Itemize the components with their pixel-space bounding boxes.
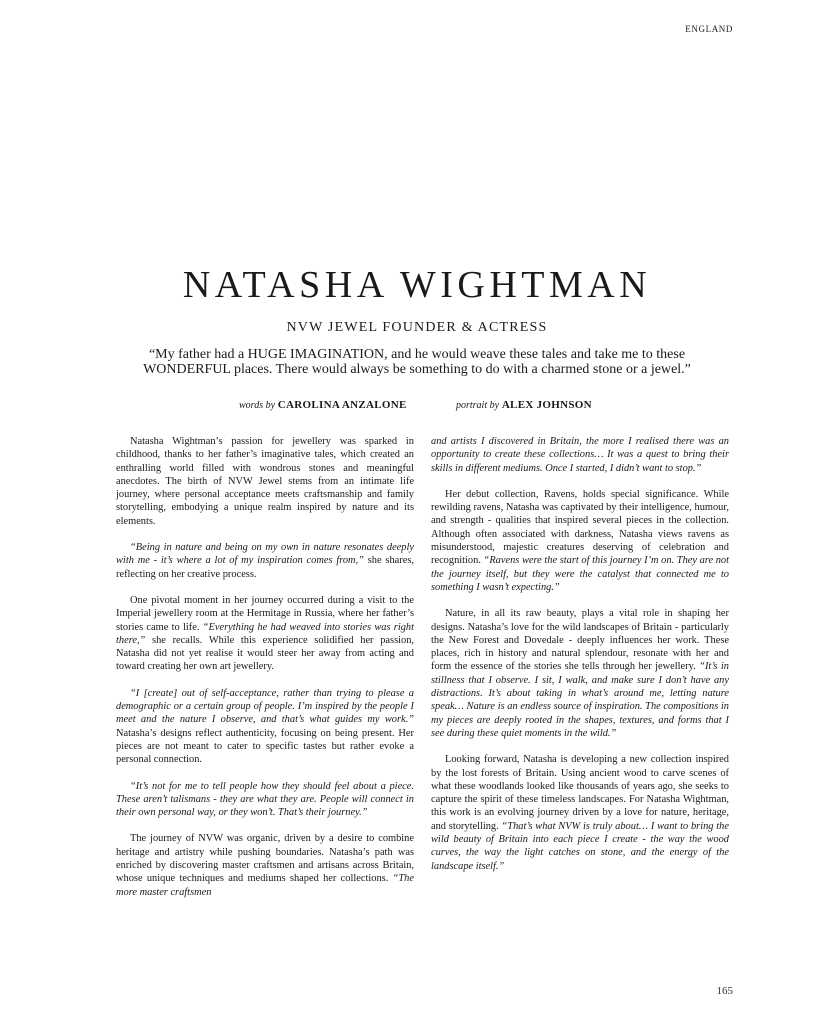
quote-text: “It’s in stillness that I observe. I sit, I walk, and make sure I don’t have any distractions. It’s about taking in what’s around me, letting nature speak… Nature is an endless source of inspiration. The compositions in my pieces are deeply rooted in the shapes, textures, and forms that I see during these quiet moments in the wild.” bbox=[431, 661, 729, 739]
country-label: ENGLAND bbox=[685, 24, 733, 34]
pull-quote: “My father had a HUGE IMAGINATION, and he would weave these tales and take me to these WONDERFUL places. There would always be something to do with a charmed stone or a jewel.” bbox=[143, 347, 691, 377]
credit-portrait-role: portrait by bbox=[456, 400, 500, 411]
body-text: One pivotal moment in her journey occurred during a visit to the Imperial jewellery room at the Hermitage in Russia, where her father’s stories came to life. bbox=[116, 594, 414, 633]
article-column-right bbox=[431, 435, 729, 886]
body-text: Natasha’s designs reflect authenticity, focusing on being present. Her pieces are not meant to cater to specific tastes but rather evoke a personal connection. bbox=[116, 727, 414, 766]
credit-words bbox=[239, 399, 407, 411]
subtitle: NVW JEWEL FOUNDER & ACTRESS bbox=[286, 320, 548, 335]
credit-words-role: words by bbox=[239, 400, 276, 411]
page-number: 165 bbox=[716, 985, 733, 997]
quote-text: “Everything he had weaved into stories was right there,” bbox=[116, 621, 414, 646]
credit-portrait bbox=[456, 399, 592, 411]
body-text: Looking forward, Natasha is developing a new collection inspired by the lost forests of Britain. Using ancient wood to carve scenes of what these woodlands looked like thousands of years ago, she seeks to capture the spirit of these timeless landscapes. For Natasha Wightman, this work is an evolving journey driven by a love for nature, heritage, and storytelling. bbox=[431, 754, 729, 832]
quote-text: “That’s what NVW is truly about… I want to bring the wild beauty of Britain into each piece I create - the way the wood curves, the way the light catches on stone, and the energy of the landscape itself.” bbox=[431, 820, 729, 872]
body-text: she recalls. While this experience solidified her passion, Natasha did not yet realise it would steer her away from acting and toward creating her own art jewellery. bbox=[116, 634, 414, 673]
quote-text: “Being in nature and being on my own in nature resonates deeply with me - it’s where a lot of my inspiration comes from,” bbox=[116, 542, 414, 567]
body-text: The journey of NVW was organic, driven by a desire to combine heritage and artistry while pushing boundaries. Natasha’s path was enriched by discovering master craftsmen and artisans across Britain, whose unique techniques and mediums shaped her collections. bbox=[116, 833, 414, 885]
paragraph bbox=[116, 687, 414, 767]
quote-text: “Ravens were the start of this journey I’m on. They are not the journey itself, but they were the catalyst that connected me to something I wasn’t expecting.” bbox=[431, 555, 729, 593]
body-text: Nature, in all its raw beauty, plays a vital role in shaping her designs. Natasha’s love for the wild landscapes of Britain - particularly the New Forest and Dovedale - deeply influences her work. These places, rich in history and natural splendour, resonate with her and form the essence of the stories she tells through her jewellery. bbox=[431, 608, 729, 673]
paragraph bbox=[116, 832, 414, 898]
article-column-left bbox=[116, 435, 414, 912]
credit-portrait-name: ALEX JOHNSON bbox=[501, 399, 592, 411]
paragraph bbox=[431, 753, 729, 873]
paragraph bbox=[431, 488, 729, 594]
paragraph bbox=[116, 541, 414, 581]
body-text: she shares, reflecting on her creative process. bbox=[116, 555, 414, 580]
quote-text: “I [create] out of self-acceptance, rather than trying to please a demographic or a certain group of people. I’m inspired by the people I meet and the nature I observe, and that’s what guides my work.” bbox=[116, 687, 414, 726]
page-title: NATASHA WIGHTMAN bbox=[182, 264, 652, 306]
paragraph bbox=[116, 594, 414, 674]
body-text: Her debut collection, Ravens, holds special significance. While rewilding ravens, Natasha was captivated by their intelligence, humour, and strength - qualities that inspired several pieces in the collection. Although often associated with darkness, Natasha views ravens as misunderstood, majestic creatures deserving of celebration and recognition. bbox=[431, 488, 729, 567]
credit-words-name: CAROLINA ANZALONE bbox=[277, 399, 407, 411]
paragraph: “It’s not for me to tell people how they should feel about a piece. These aren’t talismans - they are what they are. People will connect in their own personal way, or they won’t. That’s their journey.” bbox=[116, 780, 414, 819]
quote-text: “The more master craftsmen bbox=[116, 873, 414, 898]
paragraph: Natasha Wightman’s passion for jewellery was sparked in childhood, thanks to her father’s imaginative tales, which created an enthralling world filled with wondrous stones and meaningful anecdotes. The birth of NVW Jewel stems from an intimate life journey, where personal acceptance meets craftsmanship and family storytelling, embodying a unique realm inspired by nature and its elements. bbox=[116, 436, 414, 527]
paragraph bbox=[431, 607, 729, 740]
paragraph: and artists I discovered in Britain, the more I realised there was an opportunity to create these collections… It was a quest to bring their skills in different mediums. Once I started, I didn’t want to stop.” bbox=[431, 436, 729, 474]
